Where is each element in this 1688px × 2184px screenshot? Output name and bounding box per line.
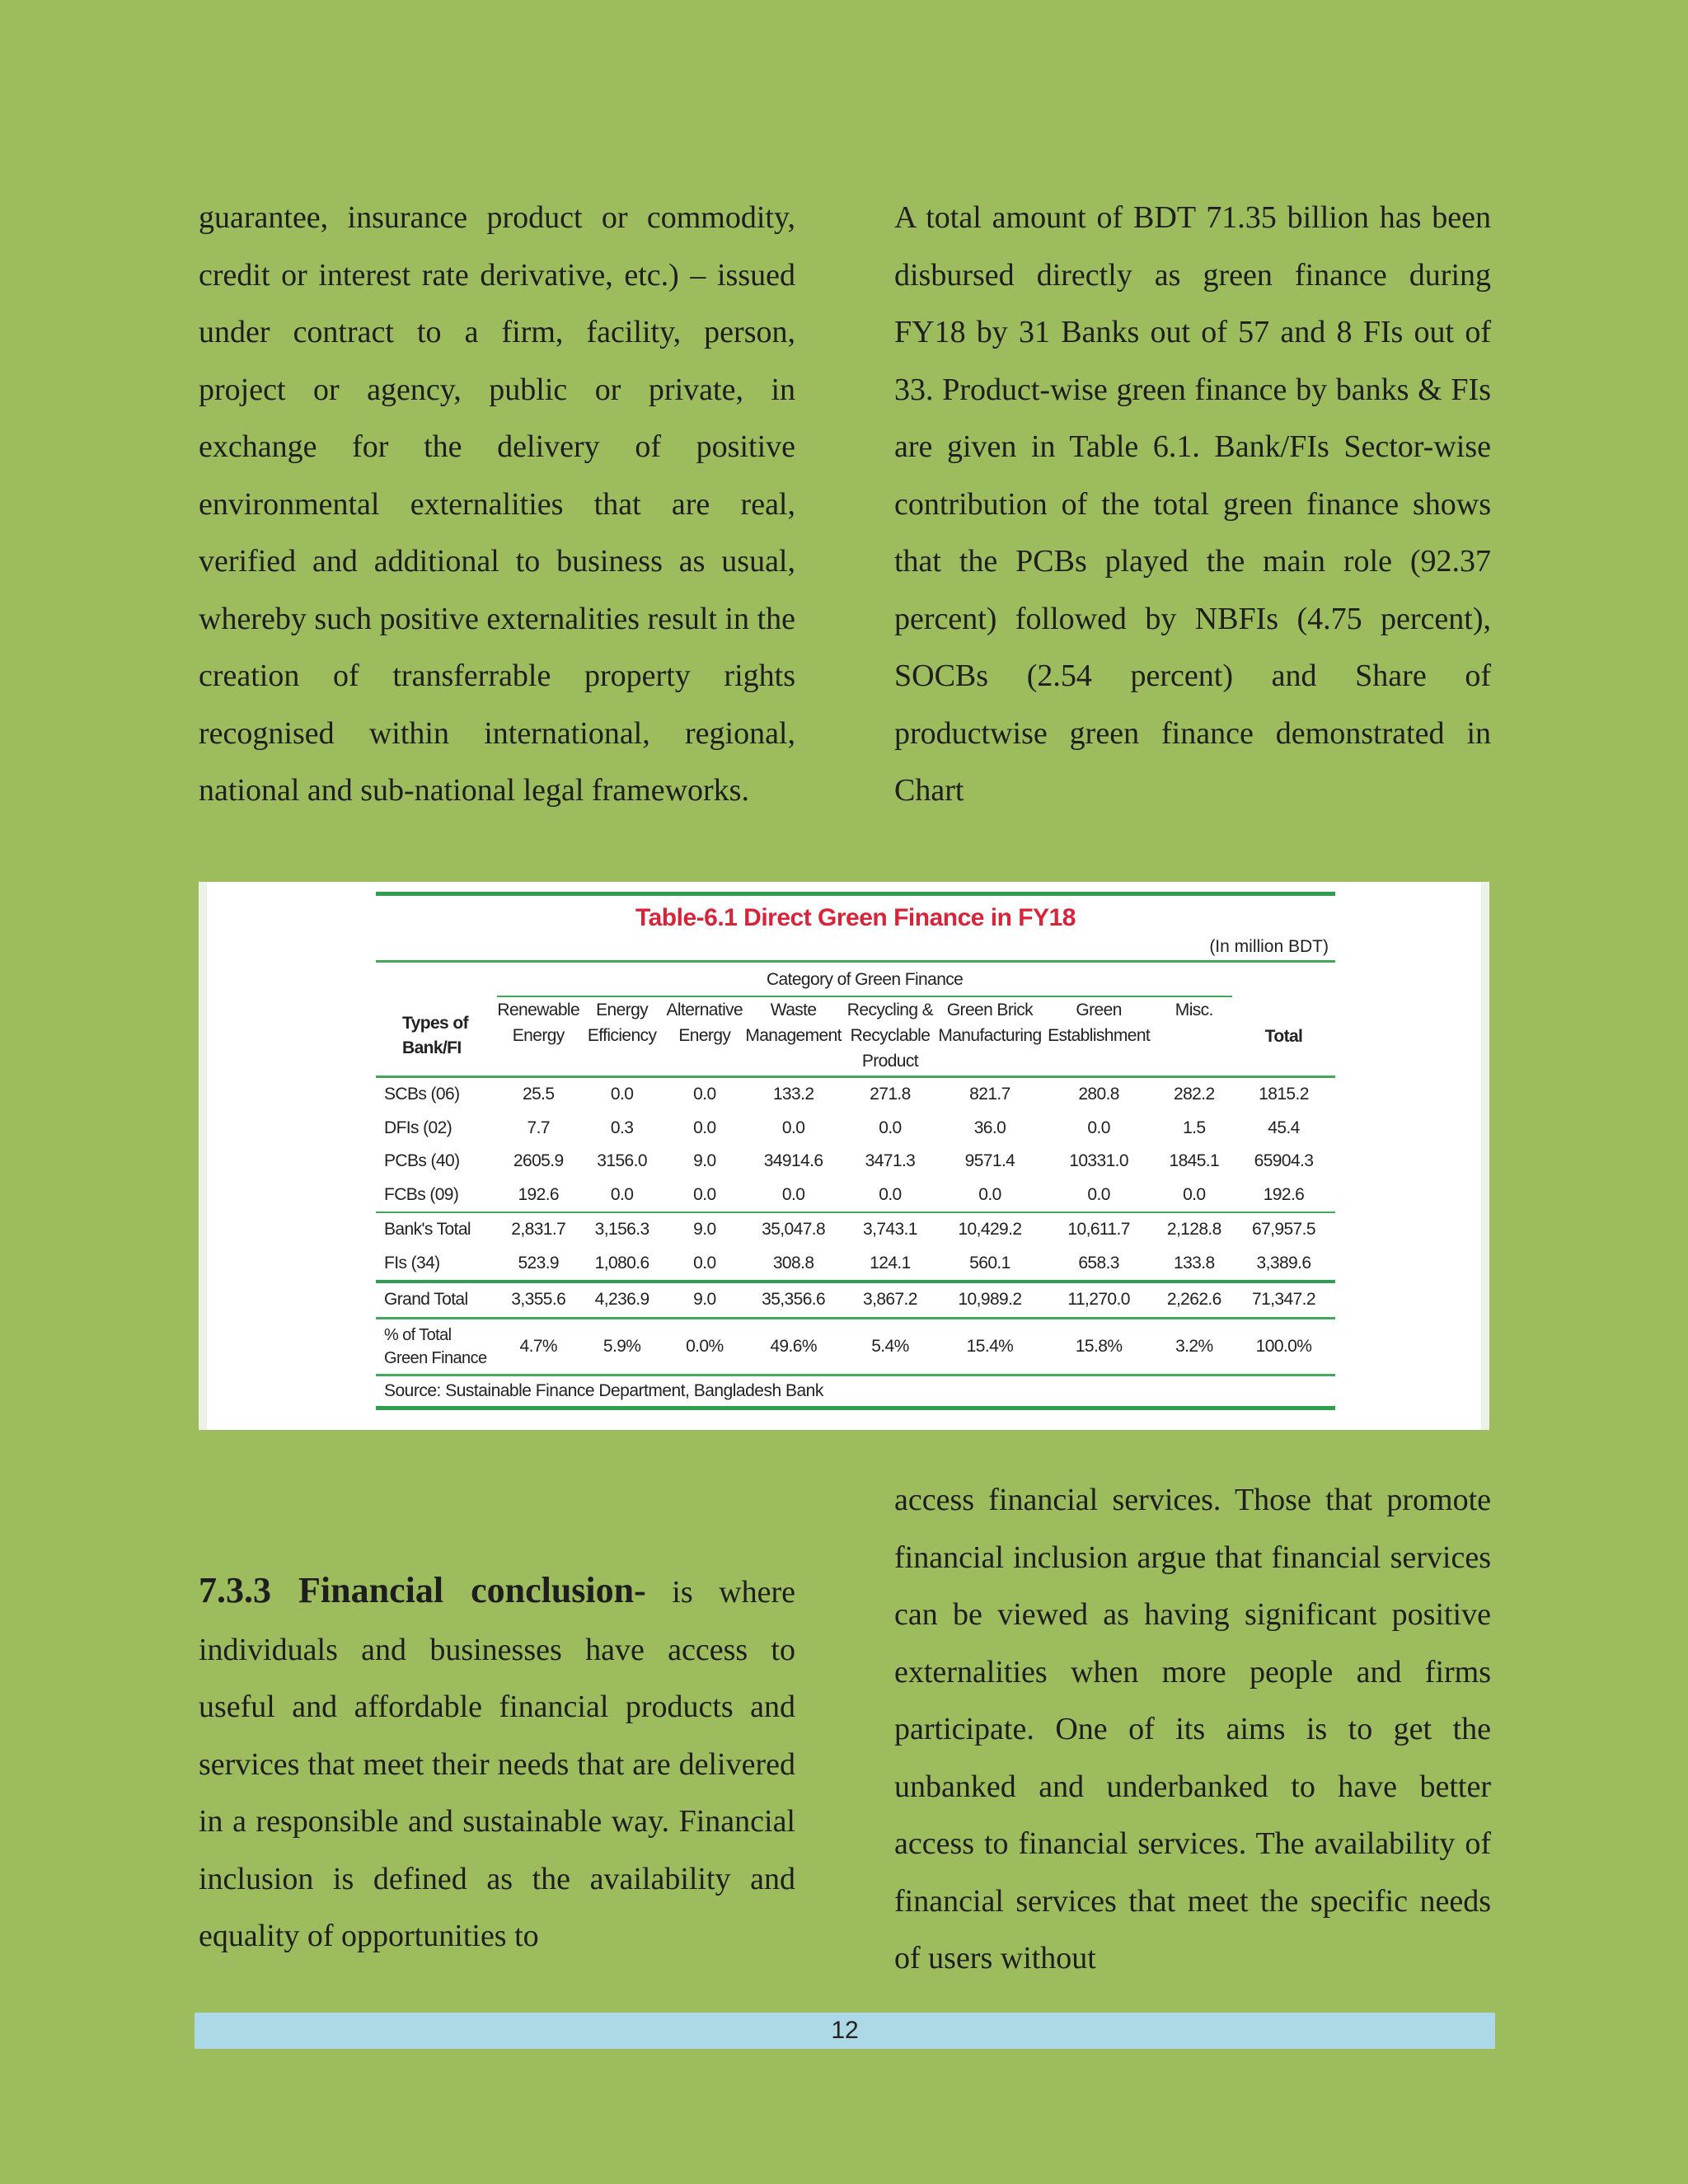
top-right-column (894, 190, 1491, 820)
table-cell: 34914.6 (763, 1151, 823, 1171)
page-number: 12 (831, 2017, 859, 2044)
bottom-left-paragraph (199, 1562, 795, 1966)
table-row (376, 1212, 1335, 1247)
table-source: Source: Sustainable Finance Department, Bangladesh Bank (376, 1374, 1335, 1406)
table-row (376, 1282, 1335, 1318)
table-cell: 2,262.6 (1156, 1282, 1232, 1318)
table-row (376, 1247, 1335, 1282)
table-cell: 15.8% (1075, 1336, 1123, 1356)
table-cell: 5.9% (603, 1336, 641, 1356)
table-cell: 3471.3 (865, 1151, 916, 1171)
table-cell: 1,080.6 (594, 1253, 649, 1272)
blank-cell (376, 963, 497, 996)
bottom-left-paragraph-text: is where individuals and businesses have access to useful and affordable financial products and services that meet their needs that are delivered in a responsible and sustainable way. Financial inclusion is defined as the availability and equality of opportunities to (199, 1575, 795, 1953)
types-header: Types of Bank/FI (402, 1014, 468, 1057)
column-header: Misc. (1175, 1001, 1213, 1019)
top-left-column (199, 190, 795, 820)
table-cell: 4.7% (519, 1336, 557, 1356)
table-cell: 192.6 (1263, 1184, 1305, 1204)
table-cell: 280.8 (1078, 1085, 1119, 1104)
table-cell: 0.0 (1087, 1184, 1110, 1204)
table-cell: 3156.0 (597, 1151, 647, 1171)
row-label: % of Total Green Finance (384, 1325, 487, 1367)
table-cell: 2,128.8 (1156, 1212, 1232, 1247)
column-header: Green Establishment (1048, 1001, 1151, 1045)
table-cell: 2605.9 (513, 1151, 564, 1171)
table-cell: 3.2% (1175, 1336, 1213, 1356)
table-cell: 1815.2 (1259, 1085, 1309, 1104)
table-title: Table-6.1 Direct Green Finance in FY18 (635, 904, 1076, 931)
table-cell: 10,989.2 (938, 1282, 1041, 1318)
table-cell: 9.0 (664, 1282, 745, 1318)
row-label: DFIs (02) (384, 1118, 452, 1137)
green-finance-table-container (376, 892, 1335, 1410)
column-header-row (376, 996, 1335, 1077)
row-label: FIs (34) (384, 1253, 440, 1272)
table-cell: 36.0 (973, 1118, 1006, 1137)
table-cell: 0.3 (610, 1118, 634, 1137)
table-cell: 9571.4 (964, 1151, 1015, 1171)
table-cell: 49.6% (770, 1336, 817, 1356)
table-cell: 35,047.8 (745, 1212, 842, 1247)
table-unit: (In million BDT) (1209, 937, 1329, 956)
table-cell: 0.0 (1087, 1118, 1110, 1137)
table-cell: 0.0 (781, 1184, 805, 1204)
bottom-right-paragraph: access financial services. Those that promote financial inclusion argue that financial services can be viewed as having significant positive externalities when more people and firms participate. One of its aims is to get the unbanked and underbanked to have better access to financial services. The availability of financial services that meet the specific needs of users without (894, 1483, 1491, 1975)
table-cell: 3,156.3 (579, 1212, 664, 1247)
table-cell: 0.0 (610, 1085, 634, 1104)
table-cell: 9.0 (693, 1151, 716, 1171)
table-cell: 560.1 (969, 1253, 1010, 1272)
table-cell: 11,270.0 (1042, 1282, 1156, 1318)
table-cell: 0.0 (693, 1184, 716, 1204)
table-row (376, 1112, 1335, 1146)
table-cell: 0.0 (693, 1118, 716, 1137)
section-heading: 7.3.3 Financial conclusion- (199, 1570, 646, 1610)
table-body (376, 1077, 1335, 1374)
table-cell: 0.0 (879, 1184, 902, 1204)
column-header: Waste Management (745, 1001, 842, 1045)
row-label: SCBs (06) (384, 1085, 460, 1104)
table-cell: 0.0 (693, 1085, 716, 1104)
total-header: Total (1264, 1026, 1303, 1046)
top-right-paragraph: A total amount of BDT 71.35 billion has been disbursed directly as green finance during FY18 by 31 Banks out of 57 and 8 FIs out of 33. Product-wise green finance by banks & FIs are given in Table 6.1. Bank/FIs Sector-wise contribution of the total green finance shows that the PCBs played the main role (92.37 percent) followed by NBFIs (4.75 percent), SOCBs (2.54 percent) and Share of productwise green finance demonstrated in Chart (894, 200, 1491, 808)
table-cell: 3,743.1 (842, 1212, 939, 1247)
bottom-right-column (894, 1472, 1491, 1988)
table-cell: 0.0 (693, 1253, 716, 1272)
column-header: Recycling & Recyclable Product (846, 1001, 934, 1071)
table-row (376, 1077, 1335, 1112)
row-label: FCBs (09) (384, 1184, 459, 1204)
table-cell: 133.2 (772, 1085, 814, 1104)
category-header: Category of Green Finance (497, 963, 1232, 996)
bottom-left-column (199, 1562, 795, 1966)
table-cell: 7.7 (527, 1118, 550, 1137)
table-cell: 10,429.2 (938, 1212, 1041, 1247)
green-finance-table (376, 963, 1335, 1374)
table-cell: 0.0 (610, 1184, 634, 1204)
table-bottom-rule (376, 1406, 1335, 1410)
table-cell: 100.0% (1255, 1336, 1312, 1356)
table-cell: 308.8 (772, 1253, 814, 1272)
table-cell: 1.5 (1183, 1118, 1206, 1137)
table-row (376, 1318, 1335, 1374)
table-cell: 1845.1 (1169, 1151, 1220, 1171)
table-figure (199, 882, 1489, 1430)
row-label: Bank's Total (376, 1212, 497, 1247)
table-cell: 658.3 (1078, 1253, 1119, 1272)
table-cell: 71,347.2 (1232, 1282, 1335, 1318)
top-left-paragraph: guarantee, insurance product or commodity, credit or interest rate derivative, etc.) – issued under contract to a firm, facility, person, project or agency, public or private, in exchange for the delivery of positive environmental externalities that are real, verified and additional to business as usual, whereby such positive externalities result in the creation of transferrable property rights recognised within international, regional, national and sub-national legal frameworks. (199, 200, 795, 808)
table-cell: 9.0 (664, 1212, 745, 1247)
table-cell: 5.4% (871, 1336, 909, 1356)
table-cell: 45.4 (1268, 1118, 1300, 1137)
table-cell: 25.5 (522, 1085, 555, 1104)
column-header: Energy Efficiency (587, 1001, 657, 1045)
table-cell: 10331.0 (1069, 1151, 1128, 1171)
category-header-row (376, 963, 1335, 996)
table-cell: 10,611.7 (1042, 1212, 1156, 1247)
column-header: Green Brick Manufacturing (938, 1001, 1042, 1045)
table-cell: 282.2 (1174, 1085, 1215, 1104)
table-cell: 35,356.6 (745, 1282, 842, 1318)
table-cell: 4,236.9 (579, 1282, 664, 1318)
column-header: Renewable Energy (497, 1001, 580, 1045)
table-cell: 3,867.2 (842, 1282, 939, 1318)
table-cell: 124.1 (870, 1253, 911, 1272)
table-cell: 0.0 (978, 1184, 1001, 1204)
table-cell: 523.9 (518, 1253, 560, 1272)
table-cell: 0.0 (1183, 1184, 1206, 1204)
table-cell: 821.7 (969, 1085, 1010, 1104)
blank-cell (1232, 963, 1335, 996)
row-label: Grand Total (376, 1282, 497, 1318)
table-cell: 2,831.7 (497, 1212, 579, 1247)
column-header: Alternative Energy (666, 1001, 743, 1045)
table-cell: 271.8 (870, 1085, 911, 1104)
table-cell: 0.0 (879, 1118, 902, 1137)
table-cell: 65904.3 (1254, 1151, 1314, 1171)
table-cell: 67,957.5 (1232, 1212, 1335, 1247)
table-cell: 0.0% (686, 1336, 724, 1356)
table-cell: 192.6 (518, 1184, 560, 1204)
table-cell: 3,355.6 (497, 1282, 579, 1318)
table-cell: 3,389.6 (1256, 1253, 1311, 1272)
row-label: PCBs (40) (384, 1151, 460, 1171)
table-row (376, 1179, 1335, 1213)
table-cell: 15.4% (966, 1336, 1014, 1356)
table-row (376, 1145, 1335, 1179)
page-number-bar (195, 2013, 1495, 2049)
table-cell: 0.0 (781, 1118, 805, 1137)
table-cell: 133.8 (1174, 1253, 1215, 1272)
